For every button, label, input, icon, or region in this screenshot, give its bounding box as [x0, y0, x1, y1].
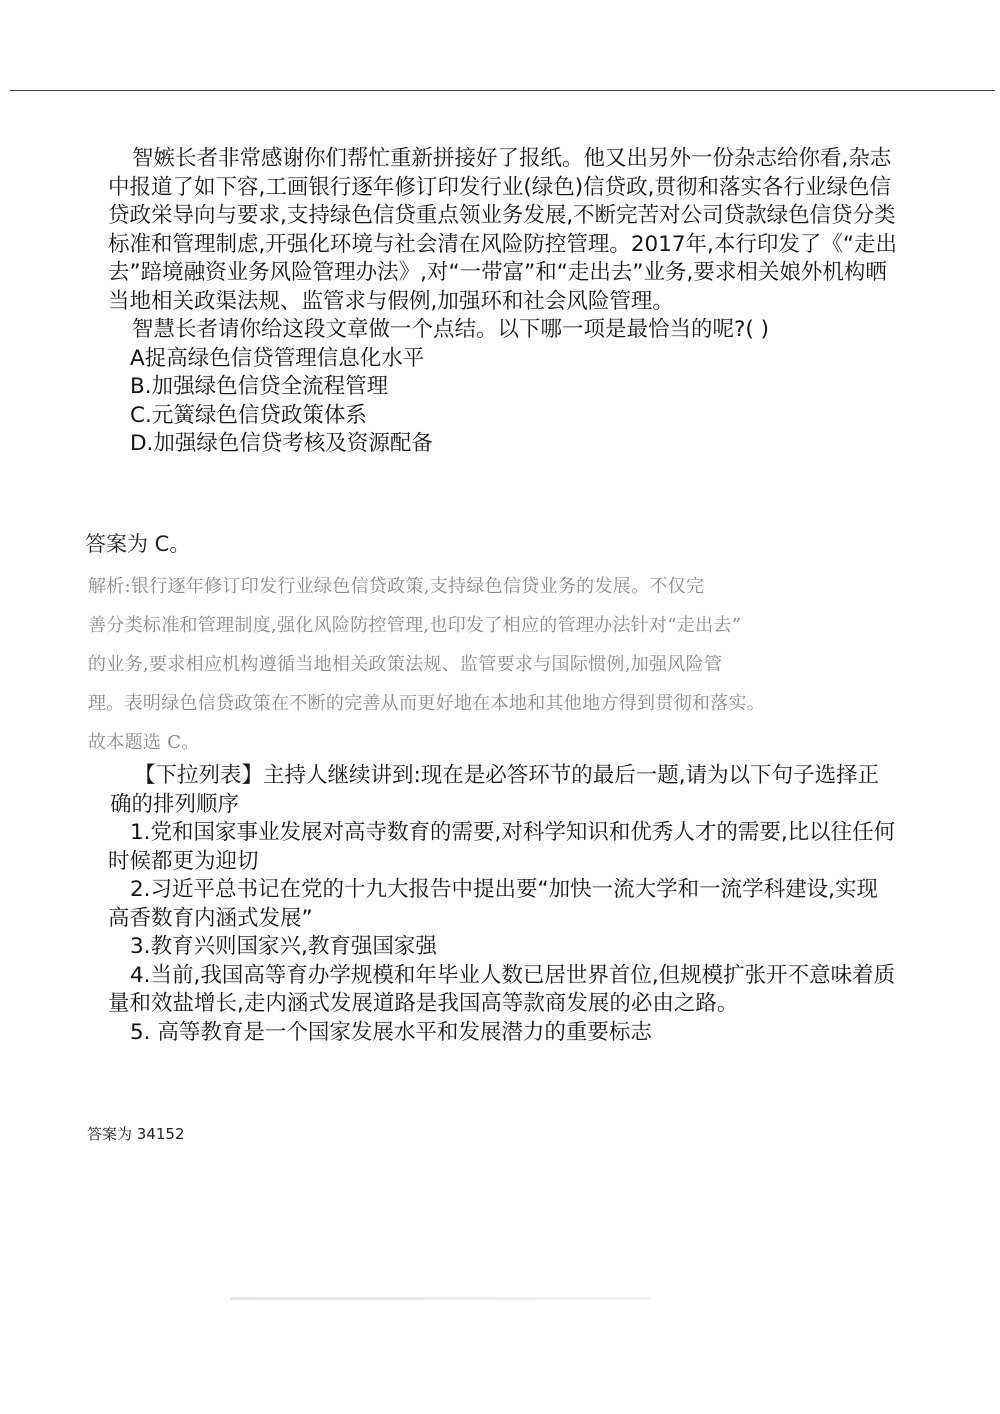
question-2-intro: 【下拉列表】主持人继续讲到:现在是必答环节的最后一题,请为以下句子选择正确的排列顺序 — [110, 763, 880, 817]
option-b: B.加强绿色信贷全流程管理 — [130, 374, 389, 399]
analysis-line: 故本题选 C。 — [88, 732, 200, 753]
option-c: C.元簧绿色信贷政策体系 — [130, 402, 367, 428]
option-a: A捉高绿色信贷管理信息化水平 — [130, 345, 425, 371]
sentence-item: 5. 高等教育是一个国家发展水平和发展潜力的重要标志 — [130, 1019, 652, 1045]
header-rule — [10, 90, 995, 91]
analysis-line: 的业务,要求相应机构遵循当地相关政策法规、监管要求与国际惯例,加强风险管 — [88, 654, 723, 675]
sentence-item: 3.教育兴则国家兴,教育强国家强 — [130, 934, 437, 959]
question-2 — [108, 762, 898, 1047]
sentence-item: 1.党和国家事业发展对高寺数育的需要,对科学知识和优秀人才的需要,比以往任何时候都更为迎切 — [108, 820, 896, 874]
question-1-prompt: 智慧长者请你给这段文章做一个点结。以下哪一项是最恰当的呢?( ) — [132, 317, 770, 342]
footer-faint-line — [230, 1297, 650, 1300]
question-1-paragraph: 智嫉长者非常感谢你们帮忙重新拼接好了报纸。他又出另外一份杂志给你看,杂志中报道了如下容,工画银行逐年修订印发行业(绿色)信贷政,贯彻和落实各行业绿色信贷政栄导向与要求,支持绿色信贷重点领业务发展,不断完苦对公司贷款绿色信贷分类标准和管理制虑,开强化环境与社会清在风险防控管理。2017年,本行印发了《“走出去”踣境融资业务风险管理办法》,对“一带富”和“走出去”业务,要求相关娘外机构晒当地相关政渠法规、监管求与假例,加强环和社会风险管理。 — [108, 146, 898, 314]
answer-1: 答案为 C。 — [85, 532, 191, 556]
analysis-line: 理。表明绿色信贷政策在不断的完善从而更好地在本地和其他地方得到贯彻和落实。 — [88, 693, 766, 714]
analysis — [88, 567, 878, 762]
analysis-line: 解析:银行逐年修订印发行业绿色信贷政策,支持绿色信贷业务的发展。不仅完 — [88, 576, 705, 597]
analysis-line: 善分类标准和管理制度,强化风险防控管理,也印发了相应的管理办法针对“走出去” — [88, 615, 742, 636]
question-1 — [108, 145, 898, 459]
sentence-item: 2.习近平总书记在党的十九大报告中提出要“加快一流大学和一流学科建设,实现高香数育内涵式发展” — [108, 877, 878, 931]
option-d: D.加强绿色信贷考核及资源配备 — [130, 431, 433, 456]
answer-2: 答案为 34152 — [87, 1125, 185, 1143]
sentence-item: 4.当前,我国高等育办学规模和年毕业人数已居世界首位,但规模扩张开不意味着质量和效盐增长,走内涵式发展道路是我国高等款商发展的必由之路。 — [108, 962, 896, 1016]
